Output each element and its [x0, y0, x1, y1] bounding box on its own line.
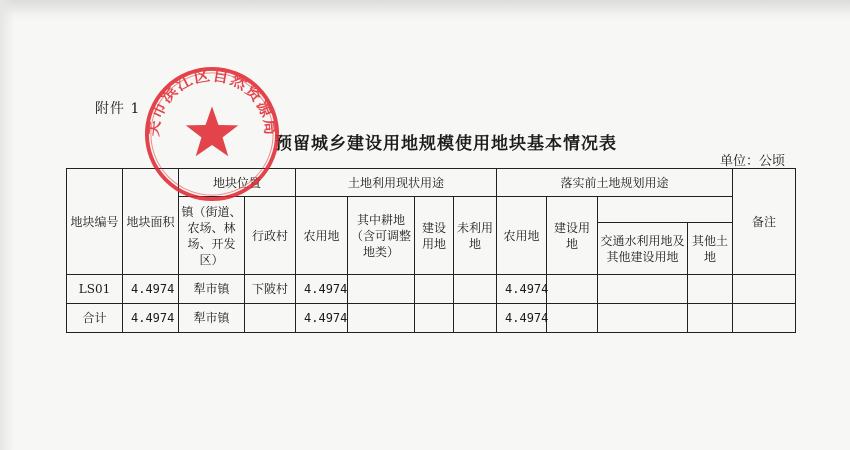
cell-agri-land: 4.4974 — [296, 275, 348, 304]
seal-star-icon — [186, 106, 238, 156]
page-title: 预留城乡建设用地规模使用地块基本情况表 — [275, 134, 617, 154]
attachment-label: 附件 1 — [95, 101, 141, 117]
cell-total-label: 合计 — [67, 304, 123, 333]
table-row — [67, 275, 796, 304]
cell-total-remarks — [733, 304, 796, 333]
header-plan-spacer — [598, 197, 733, 223]
cell-plot-id: LS01 — [67, 275, 123, 304]
cell-total-construction — [415, 304, 454, 333]
header-planned-use: 落实前土地规划用途 — [497, 169, 733, 197]
header-remarks: 备注 — [733, 169, 796, 275]
cell-construction — [415, 275, 454, 304]
scan-shadow-left — [0, 0, 14, 450]
cell-town: 犁市镇 — [179, 275, 245, 304]
header-agri-land: 农用地 — [296, 197, 348, 275]
header-plot-area: 地块面积 — [123, 169, 179, 275]
cell-cultivated — [348, 275, 415, 304]
header-village: 行政村 — [245, 197, 296, 275]
total-row — [67, 304, 796, 333]
cell-total-village — [245, 304, 296, 333]
header-construction: 建设用地 — [415, 197, 454, 275]
scan-shadow-top — [0, 0, 850, 22]
cell-plan-construction — [547, 275, 598, 304]
header-unused: 未利用地 — [454, 197, 497, 275]
header-cultivated: 其中耕地（含可调整地类） — [348, 197, 415, 275]
header-plan-construction: 建设用地 — [547, 197, 598, 275]
cell-plan-agri: 4.4974 — [497, 275, 547, 304]
header-plot-id: 地块编号 — [67, 169, 123, 275]
cell-total-agri-land: 4.4974 — [296, 304, 348, 333]
cell-plot-area: 4.4974 — [123, 275, 179, 304]
header-location: 地块位置 — [179, 169, 296, 197]
header-plan-transport: 交通水利用地及其他建设用地 — [598, 223, 688, 275]
cell-total-unused — [454, 304, 497, 333]
cell-total-cultivated — [348, 304, 415, 333]
cell-total-area: 4.4974 — [123, 304, 179, 333]
cell-plan-transport — [598, 275, 688, 304]
header-town: 镇（街道、农场、林场、开发区） — [179, 197, 245, 275]
cell-remarks — [733, 275, 796, 304]
seal-text: 关市滨江区自然资源局 — [143, 65, 281, 138]
header-plan-other: 其他土地 — [688, 223, 733, 275]
cell-total-plan-other — [688, 304, 733, 333]
unit-label: 单位：公顷 — [720, 154, 786, 169]
header-plan-agri: 农用地 — [497, 197, 547, 275]
cell-total-town: 犁市镇 — [179, 304, 245, 333]
cell-total-plan-agri: 4.4974 — [497, 304, 547, 333]
cell-total-plan-construction — [547, 304, 598, 333]
official-seal-stamp — [143, 65, 281, 203]
cell-plan-other — [688, 275, 733, 304]
header-current-use: 土地利用现状用途 — [296, 169, 497, 197]
cell-unused — [454, 275, 497, 304]
cell-village: 下陂村 — [245, 275, 296, 304]
cell-total-plan-transport — [598, 304, 688, 333]
